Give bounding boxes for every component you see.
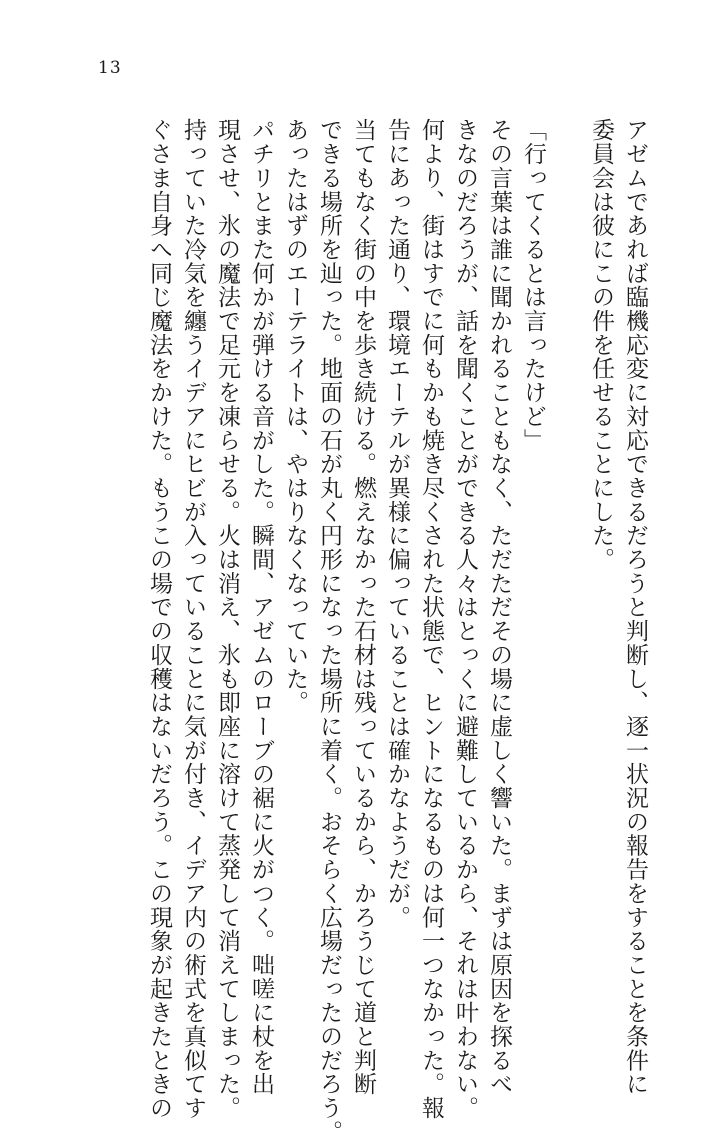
text-line: パチリとまた何かが弾ける音がした。瞬間、アゼムのローブの裾に火がつく。咄嗟に杖を出	[248, 118, 274, 1096]
text-line: 何より、街はすでに何もかも焼き尽くされた状態で、ヒントになるものは何一つなかった。報	[418, 118, 444, 1120]
text-line: 委員会は彼にこの件を任せることにした。	[588, 118, 614, 572]
text-line: あったはずのエーテライトは、やはりなくなっていた。	[282, 118, 308, 715]
page-number: 13	[98, 58, 122, 78]
text-line: できる場所を辿った。地面の石が丸く円形になった場所に着く。おそらく広場だったのだろう。	[316, 118, 342, 1144]
body-text	[52, 118, 652, 1144]
text-line: 「行ってくるとは言ったけど」	[520, 118, 546, 452]
paragraph-gap	[550, 118, 584, 968]
text-line: 告にあった通り、環境エーテルが異様に偏っていることは確かなようだが。	[384, 118, 410, 929]
text-line: ぐさま自身へ同じ魔法をかけた。もうこの場での収穫はないだろう。この現象が起きたときの	[146, 118, 172, 1120]
text-line: その言葉は誰に聞かれることもなく、ただただその場に虚しく響いた。まずは原因を探るべ	[486, 118, 512, 1096]
text-line: アゼムであれば臨機応変に対応できるだろうと判断し、逐一状況の報告をすることを条件に	[622, 118, 648, 1096]
text-line: 現させ、氷の魔法で足元を凍らせる。火は消え、氷も即座に溶けて蒸発して消えてしまった。	[214, 118, 240, 1120]
text-line: 当てもなく街の中を歩き続ける。燃えなかった石材は残っているから、かろうじて道と判断	[350, 118, 376, 1096]
text-line: きなのだろうが、話を聞くことができる人々はとっくに避難しているから、それは叶わない。	[452, 118, 478, 1120]
text-line: 持っていた冷気を纏うイデアにヒビが入っていることに気が付き、イデア内の術式を真似てす	[180, 118, 206, 1120]
